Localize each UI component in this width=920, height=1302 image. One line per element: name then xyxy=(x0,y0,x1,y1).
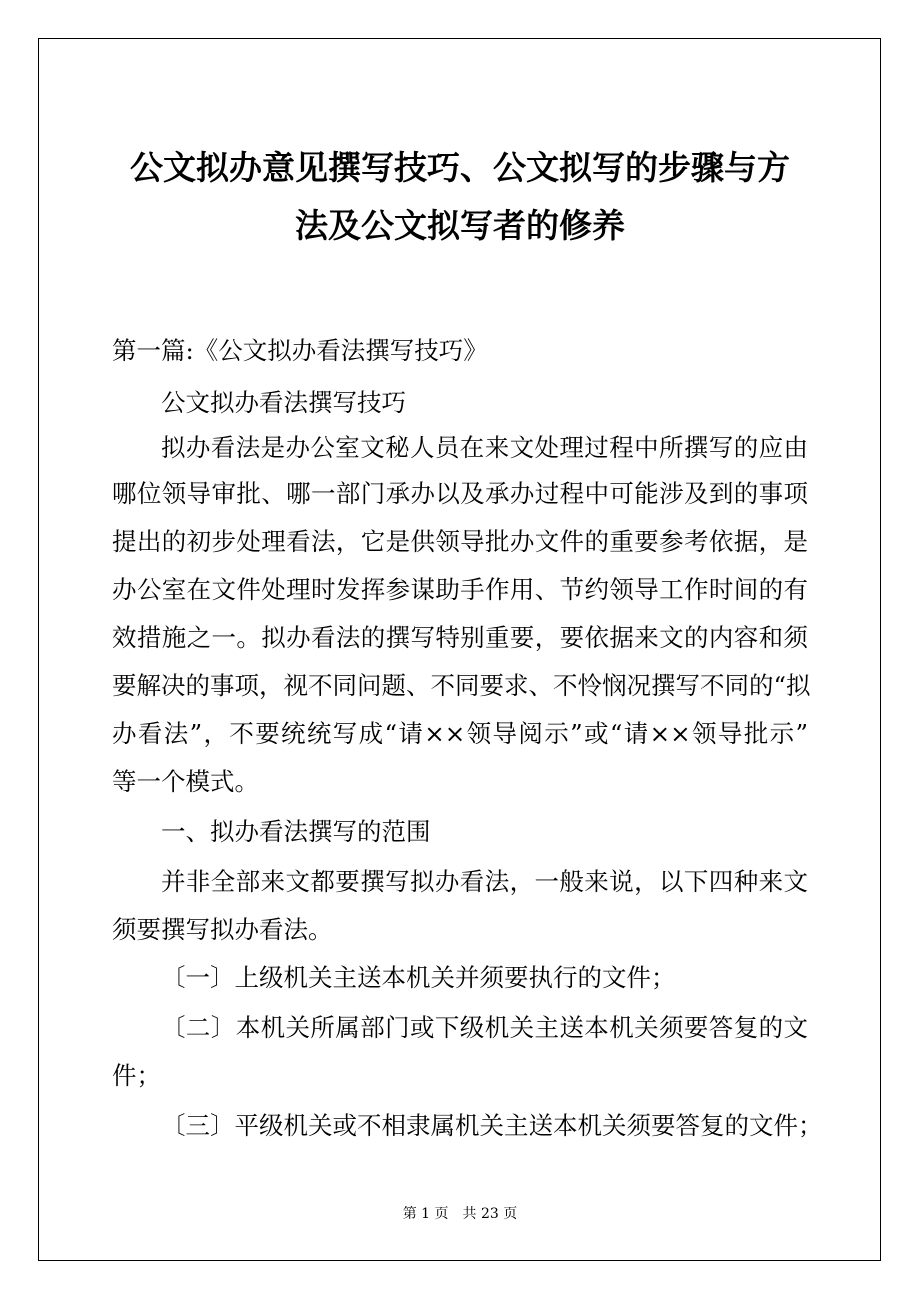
body-line: 办公室在文件处理时发挥参谋助手作用、节约领导工作时间的有 xyxy=(112,575,808,604)
page-number-footer: 第 1 页 共 23 页 xyxy=(402,1206,518,1222)
body-line: 要解决的事项，视不同问题、不同要求、不怜悯况撰写不同的“拟 xyxy=(112,671,811,700)
subtitle: 公文拟办看法撰写技巧 xyxy=(161,388,406,417)
body-line: 办看法”，不要统统写成“请××领导阅示”或“请××领导批示” xyxy=(112,719,808,748)
body-line: 提出的初步处理看法，它是供领导批办文件的重要参考依据，是 xyxy=(112,527,808,556)
list-item: 〔三〕平级机关或不相隶属机关主送本机关须要答复的文件； xyxy=(161,1111,823,1140)
body-line: 须要撰写拟办看法。 xyxy=(112,915,333,944)
body-line: 哪位领导审批、哪一部门承办以及承办过程中可能涉及到的事项 xyxy=(112,479,808,508)
section-heading-range: 一、拟办看法撰写的范围 xyxy=(161,817,431,846)
body-line: 拟办看法是办公室文秘人员在来文处理过程中所撰写的应由 xyxy=(161,433,808,462)
list-item: 〔二〕本机关所属部门或下级机关主送本机关须要答复的文 xyxy=(161,1013,808,1042)
list-item: 〔一〕上级机关主送本机关并须要执行的文件； xyxy=(161,963,676,992)
body-line: 等一个模式。 xyxy=(112,767,259,796)
list-item-continuation: 件； xyxy=(112,1061,161,1090)
body-line: 并非全部来文都要撰写拟办看法，一般来说，以下四种来文 xyxy=(161,867,808,896)
document-title-line-2: 法及公文拟写者的修养 xyxy=(295,206,625,245)
body-line: 效措施之一。拟办看法的撰写特别重要，要依据来文的内容和须 xyxy=(112,623,808,652)
document-title-line-1: 公文拟办意见撰写技巧、公文拟写的步骤与方 xyxy=(130,148,790,187)
section-heading: 第一篇:《公文拟办看法撰写技巧》 xyxy=(112,336,488,365)
